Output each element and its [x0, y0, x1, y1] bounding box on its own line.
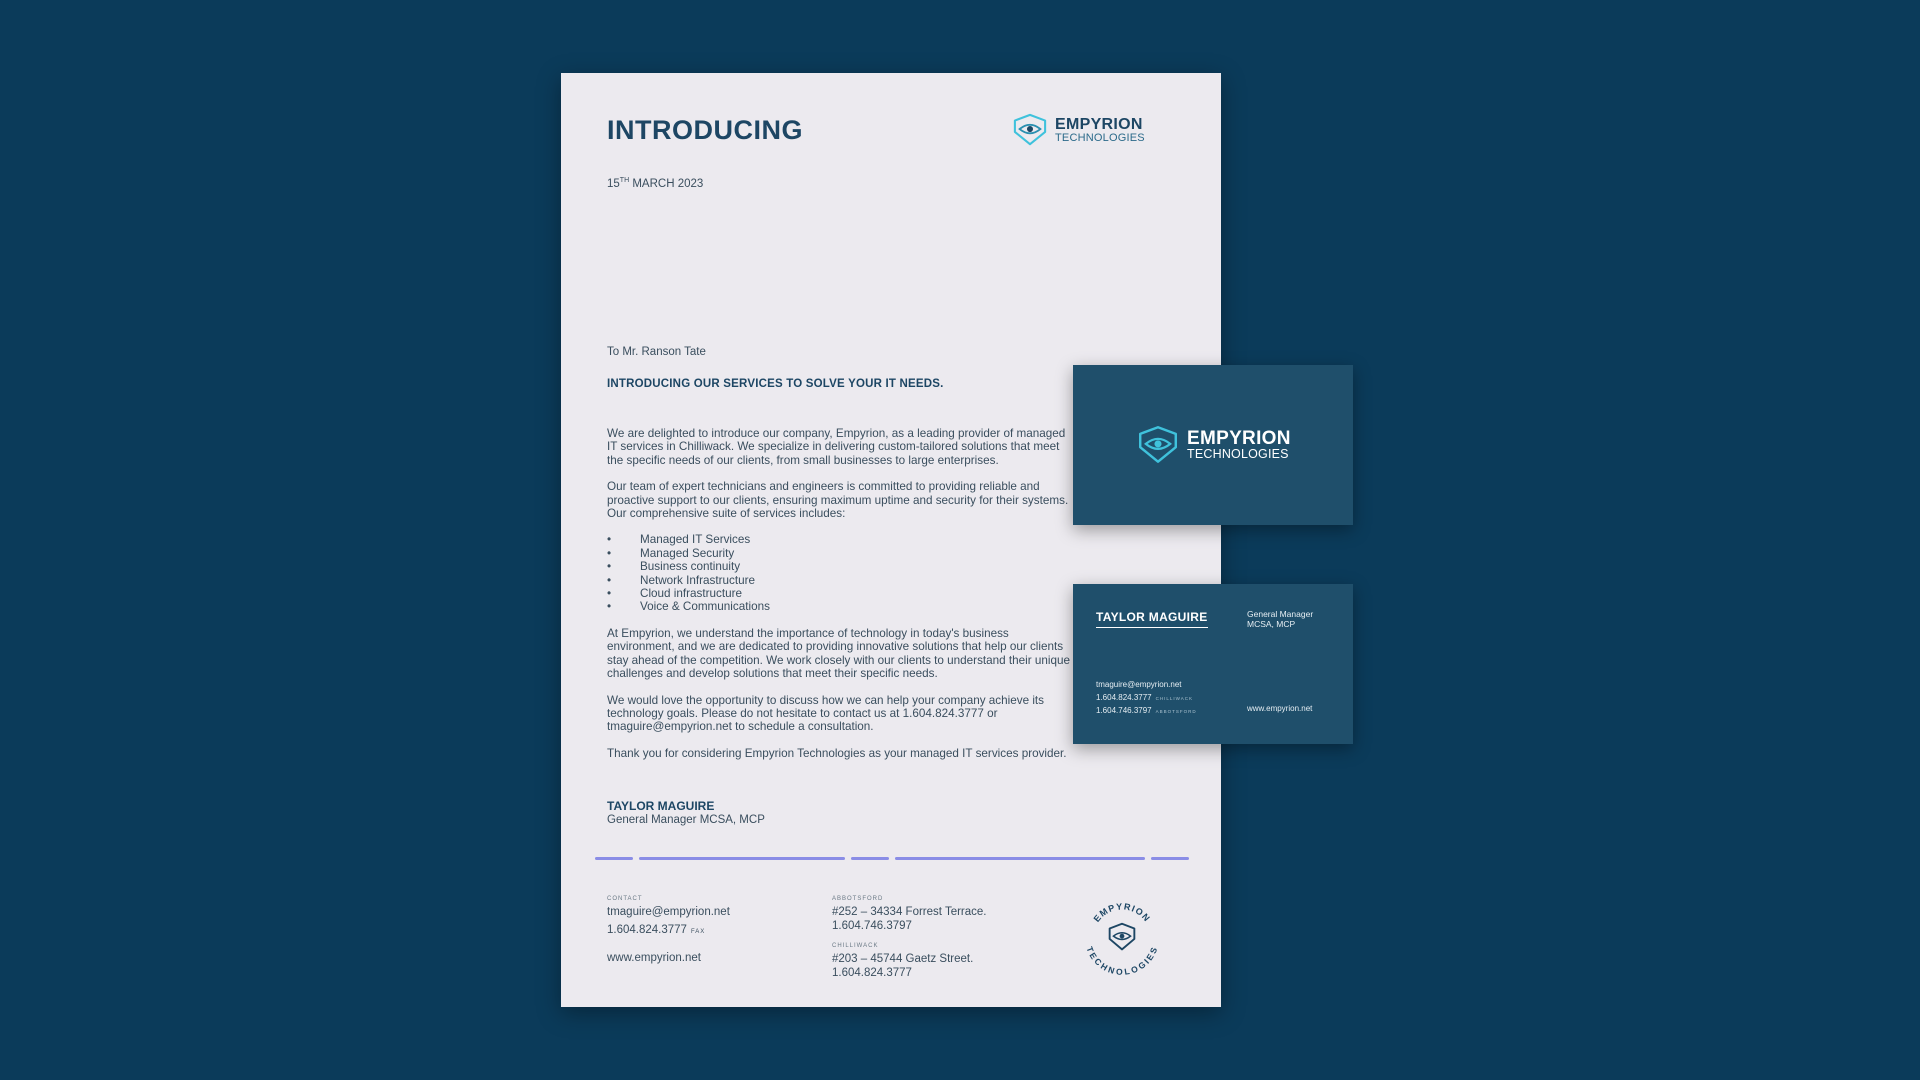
business-card-front [1073, 365, 1353, 525]
chilliwack-phone: 1.604.824.3777 [832, 967, 912, 979]
logo-subtitle: TECHNOLOGIES [1055, 131, 1145, 144]
phone-tag: FAX [690, 929, 706, 935]
logo-name: EMPYRION [1187, 428, 1291, 450]
footer-website[interactable]: www.empyrion.net [607, 952, 701, 964]
footer-divider [639, 857, 845, 860]
title-line: MCSA, MCP [1247, 619, 1296, 629]
body-paragraph: We would love the opportunity to discuss how we can help your company achieve its technology goals. Please do not hesitate to contact us at 1.604.824.3777 or tmaguire@empyrion.net to schedule a consultation. [607, 693, 1045, 734]
card-phone [1096, 705, 1197, 719]
abbotsford-phone: 1.604.746.3797 [832, 920, 912, 932]
abbotsford-label: ABBOTSFORD [832, 896, 884, 902]
date-month-year: MARCH 2023 [632, 177, 704, 190]
card-phone [1096, 692, 1197, 706]
list-item: • Network Infrastructure [607, 574, 1077, 587]
signature-role: General Manager MCSA, MCP [607, 814, 765, 826]
logo-subtitle: TECHNOLOGIES [1187, 447, 1289, 462]
body-paragraph: At Empyrion, we understand the importance of technology in today's business environment, and we are dedicated to providing innovative solutions that help our clients stay ahead of the competition. We work closely with our clients to understand their unique challenges and develop solutions that meet their specific needs. [607, 626, 1070, 681]
footer-divider [895, 857, 1145, 860]
page-title: INTRODUCING [607, 115, 803, 145]
seal-top-text: EMPYRION [1091, 901, 1153, 924]
phone-number: 1.604.746.3797 [1096, 706, 1152, 715]
footer-divider [851, 857, 889, 860]
card-logo [1135, 425, 1291, 465]
date-day: 15 [607, 177, 620, 190]
signature-name: TAYLOR MAGUIRE [607, 799, 715, 813]
footer-divider [595, 857, 633, 860]
phone-number: 1.604.824.3777 [607, 924, 687, 936]
letter-page [561, 73, 1221, 1007]
letter-date [607, 177, 703, 190]
logo-name: EMPYRION [1055, 115, 1143, 133]
phone-number: 1.604.824.3777 [1096, 692, 1152, 702]
letter-body [607, 427, 1077, 773]
body-paragraph: Our team of expert technicians and engineers is committed to providing reliable and proactive support to our clients, ensuring maximum uptime and security for their systems. Our comprehensive suite of services includes: [607, 480, 1069, 521]
chilliwack-label: CHILLIWACK [832, 943, 879, 949]
shield-eye-icon [1110, 924, 1135, 950]
shield-eye-icon [1011, 113, 1049, 147]
card-person-name: TAYLOR MAGUIRE [1096, 610, 1208, 628]
date-suffix: TH [619, 177, 630, 184]
phone-tag: ABBOTSFORD [1155, 709, 1197, 714]
list-item: • Business continuity [607, 560, 1077, 573]
card-email[interactable]: tmaguire@empyrion.net [1096, 680, 1182, 689]
body-paragraph: Thank you for considering Empyrion Technologies as your managed IT services provider. [607, 746, 1067, 760]
list-item: • Voice & Communications [607, 600, 1077, 613]
footer-divider [1151, 857, 1189, 860]
body-paragraph: We are delighted to introduce our company, Empyrion, as a leading provider of managed IT services in Chilliwack. We specialize in delivering custom-tailored solutions that meet the specific needs of our clients, from small businesses to large enterprises. [607, 427, 1066, 467]
chilliwack-address: #203 – 45744 Gaetz Street. [832, 953, 974, 965]
seal-bottom-text: TECHNOLOGIES [1084, 945, 1160, 976]
letter-logo [1011, 113, 1145, 147]
card-contact-details [1096, 679, 1197, 719]
title-line: General Manager [1247, 609, 1314, 619]
list-item: • Managed Security [607, 547, 1077, 560]
circular-seal-logo [1084, 900, 1160, 976]
recipient-line: To Mr. Ranson Tate [607, 346, 706, 358]
abbotsford-address: #252 – 34334 Forrest Terrace. [832, 906, 987, 918]
shield-eye-icon [1135, 425, 1181, 465]
list-item: • Managed IT Services [607, 533, 1077, 546]
contact-label: CONTACT [607, 896, 643, 902]
card-person-title [1247, 609, 1313, 629]
footer-email[interactable]: tmaguire@empyrion.net [607, 906, 730, 918]
svg-text:EMPYRION [1092, 901, 1153, 924]
phone-tag: CHILLIWACK [1155, 695, 1193, 701]
services-list [607, 533, 1077, 613]
letter-headline: INTRODUCING OUR SERVICES TO SOLVE YOUR IT NEEDS. [607, 378, 944, 390]
list-item: • Cloud infrastructure [607, 587, 1077, 600]
footer-phone [607, 923, 705, 939]
business-card-back [1073, 584, 1353, 744]
card-website[interactable]: www.empyrion.net [1247, 704, 1313, 713]
